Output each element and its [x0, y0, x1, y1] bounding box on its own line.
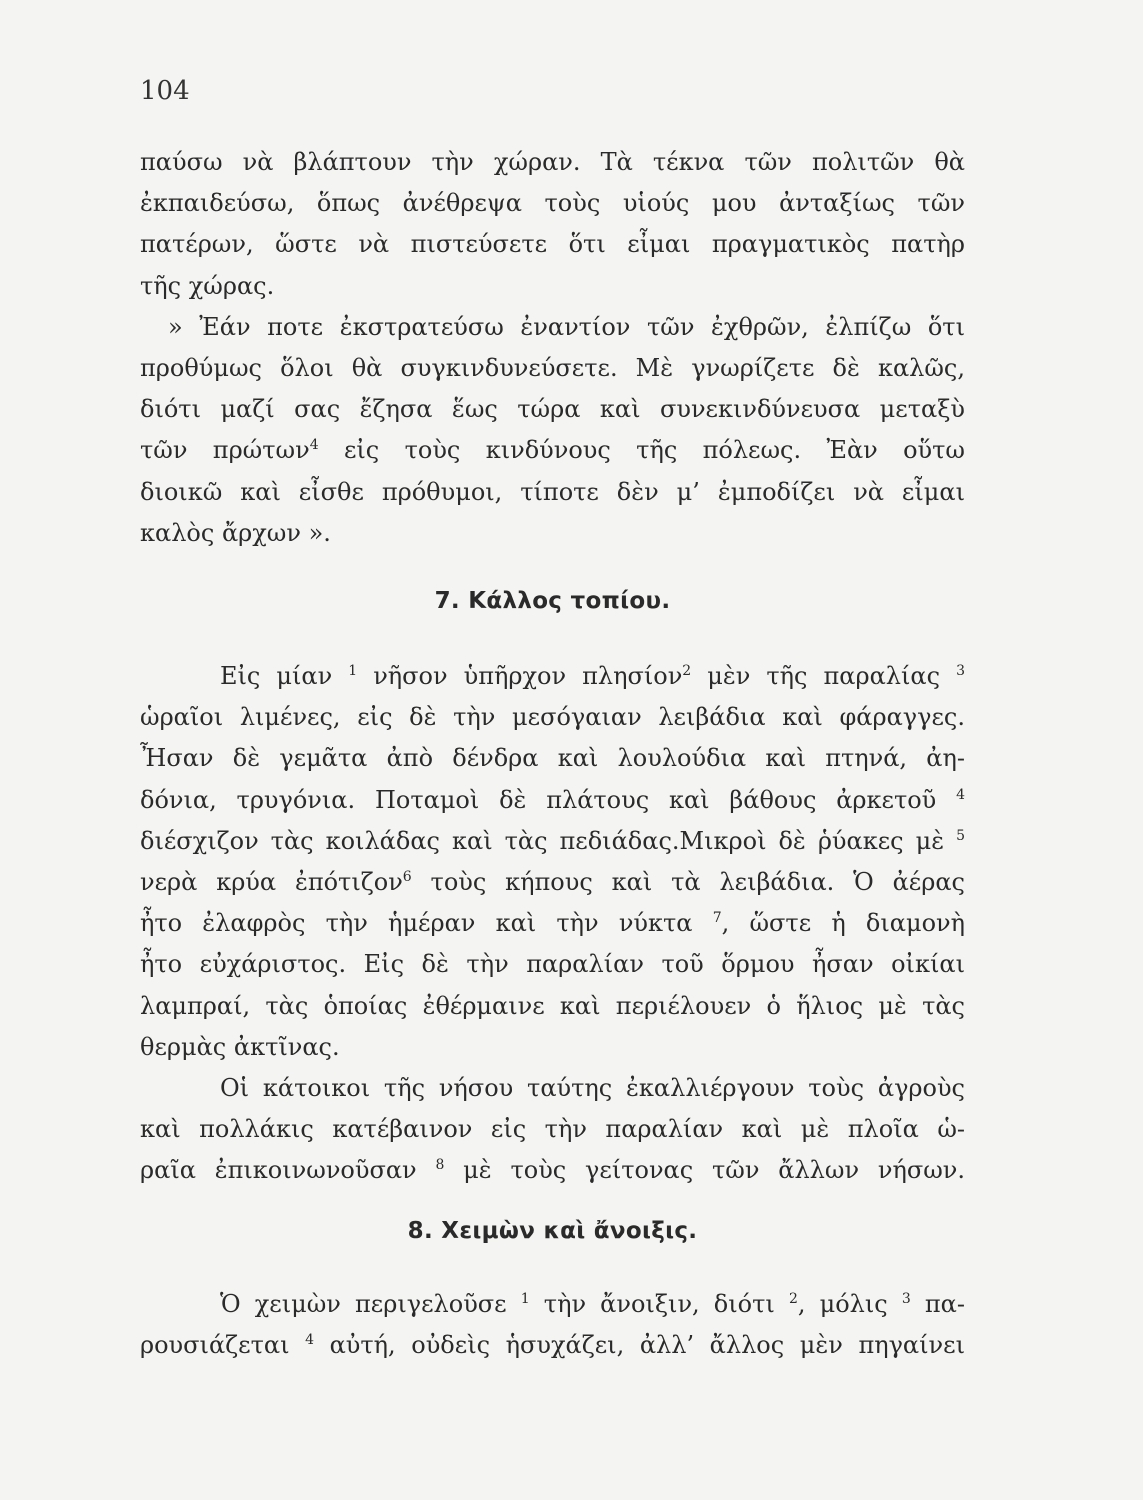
text-run: πα-	[910, 1290, 966, 1318]
text-line	[140, 1150, 965, 1191]
footnote-marker: 7	[712, 910, 722, 927]
footnote-marker: 4	[309, 437, 319, 454]
section-7-text	[140, 656, 965, 1192]
text-run: ρουσιάζεται	[140, 1331, 306, 1360]
text-line: λαμπραί, τὰς ὁποίας ἐθέρμαινε καὶ περιέλουεν ὁ ἥλιος μὲ τὰς	[140, 991, 965, 1020]
text-run: νῆσον ὑπῆρχον πλησίον	[357, 662, 683, 690]
text-run: μὲν τῆς παραλίας	[691, 662, 957, 690]
text-line: διοικῶ καὶ εἶσθε πρόθυμοι, τίποτε δὲν μ’ ἐμποδίζει νὰ εἶμαι	[140, 477, 965, 506]
text-run: τὴν ἄνοιξιν, διότι	[529, 1290, 789, 1318]
footnote-marker: 6	[402, 869, 412, 886]
paragraph-continuation	[140, 142, 965, 554]
text-line: παύσω νὰ βλάπτουν τὴν χώραν. Τὰ τέκνα τῶν πολιτῶν θὰ	[140, 148, 965, 176]
text-run: , μόλις	[797, 1290, 902, 1318]
text-line: Ἦσαν δὲ γεμᾶτα ἀπὸ δένδρα καὶ λουλούδια καὶ πτηνά, ἀη-	[140, 744, 965, 773]
text-run: διέσχιζον τὰς κοιλάδας καὶ τὰς πεδιάδας.Μικροὶ δὲ ῥύακες μὲ	[140, 826, 957, 855]
text-line: ἦτο εὐχάριστος. Εἰς δὲ τὴν παραλίαν τοῦ ὅρμου ἦσαν οἰκίαι	[140, 950, 965, 979]
text-line: ὡραῖοι λιμένες, εἰς δὲ τὴν μεσόγαιαν λειβάδια καὶ φάραγγες.	[140, 703, 965, 732]
text-line	[140, 780, 965, 821]
text-line	[140, 430, 965, 471]
text-run: Ὁ χειμὼν περιγελοῦσε	[220, 1290, 521, 1318]
text-run: τῶν πρώτων	[140, 436, 310, 465]
text-line	[140, 1284, 965, 1325]
text-line	[140, 903, 965, 944]
text-run: αὐτή, οὐδεὶς ἡσυχάζει, ἀλλ’ ἄλλος μὲν πηγαίνει	[314, 1331, 965, 1360]
section-heading-7: 7. Κάλλος τοπίου.	[434, 588, 671, 614]
text-line	[140, 821, 965, 862]
text-line	[140, 656, 965, 697]
text-run: Εἰς μίαν	[220, 662, 349, 690]
text-line	[140, 862, 965, 903]
text-run: δόνια, τρυγόνια. Ποταμοὶ δὲ πλάτους καὶ βάθους ἀρκετοῦ	[140, 785, 957, 814]
text-line: διότι μαζί σας ἔζησα ἕως τώρα καὶ συνεκινδύνευσα μεταξὺ	[140, 395, 965, 424]
footnote-marker: 4	[305, 1332, 314, 1349]
footnote-marker: 1	[520, 1291, 530, 1307]
section-heading-8: 8. Χειμὼν καὶ ἄνοιξις.	[407, 1218, 698, 1244]
text-run: ἦτο ἐλαφρὸς τὴν ἡμέραν καὶ τὴν νύκτα	[140, 909, 713, 938]
page-number: 104	[140, 76, 190, 106]
footnote-marker: 2	[788, 1291, 798, 1307]
footnote-marker: 3	[901, 1291, 911, 1307]
section-8-text	[140, 1284, 965, 1366]
text-line: » Ἐάν ποτε ἐκστρατεύσω ἐναντίον τῶν ἐχθρῶν, ἐλπίζω ὅτι	[168, 312, 965, 341]
text-run: εἰς τοὺς κινδύνους τῆς πόλεως. Ἐὰν οὕτω	[318, 436, 965, 465]
text-run: , ὥστε ἡ διαμονὴ	[721, 909, 966, 938]
text-line: ἐκπαιδεύσω, ὅπως ἀνέθρεψα τοὺς υἱούς μου ἀνταξίως τῶν	[140, 189, 965, 218]
footnote-marker: 8	[435, 1157, 445, 1174]
text-line	[140, 1325, 965, 1366]
text-line: τῆς χώρας.	[140, 271, 275, 300]
footnote-marker: 1	[348, 663, 358, 679]
text-line: Οἱ κάτοικοι τῆς νήσου ταύτης ἐκαλλιέργουν τοὺς ἀγροὺς	[220, 1074, 965, 1103]
footnote-marker: 3	[956, 663, 966, 679]
text-line: καὶ πολλάκις κατέβαινον εἰς τὴν παραλίαν καὶ μὲ πλοῖα ὡ-	[140, 1115, 965, 1144]
text-line: καλὸς ἄρχων ».	[140, 518, 331, 547]
text-run: νερὰ κρύα ἐπότιζον	[140, 868, 403, 897]
text-line: θερμὰς ἀκτῖνας.	[140, 1032, 340, 1061]
text-line: πατέρων, ὥστε νὰ πιστεύσετε ὅτι εἶμαι πραγματικὸς πατὴρ	[140, 230, 965, 259]
text-run: ραῖα ἐπικοινωνοῦσαν	[140, 1156, 436, 1185]
text-run: μὲ τοὺς γείτονας τῶν ἄλλων νήσων.	[444, 1156, 965, 1185]
text-line: προθύμως ὅλοι θὰ συγκινδυνεύσετε. Μὲ γνωρίζετε δὲ καλῶς,	[140, 354, 965, 383]
footnote-marker: 5	[956, 827, 965, 844]
text-run: τοὺς κήπους καὶ τὰ λειβάδια. Ὁ ἀέρας	[411, 868, 965, 897]
footnote-marker: 4	[956, 786, 965, 803]
footnote-marker: 2	[682, 663, 692, 679]
